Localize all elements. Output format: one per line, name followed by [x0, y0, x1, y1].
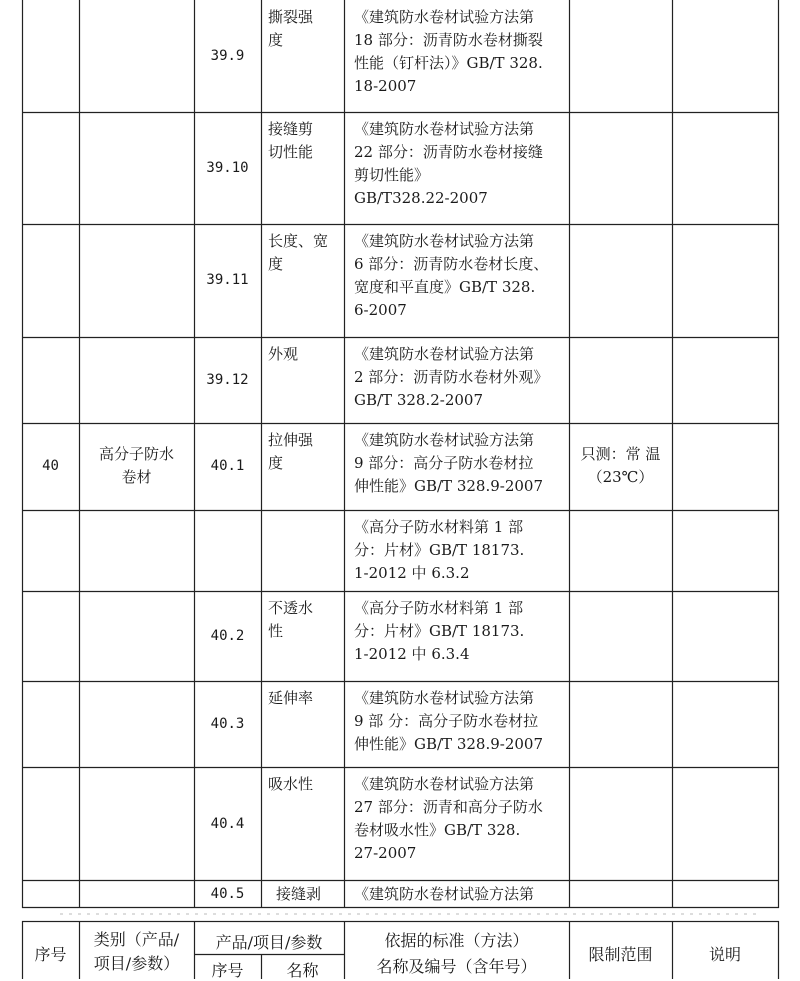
group-seq: 40 — [42, 458, 59, 474]
row-name: 接缝剥 — [276, 885, 322, 903]
header-sub-name: 名称 — [286, 961, 319, 980]
row-standard: 《建筑防水卷材试验方法第 18 部分：沥青防水卷材撕裂 性能（钉杆法）》GB/T 328. 18-2007 — [354, 8, 543, 95]
row-standard: 《建筑防水卷材试验方法第 9 部 分：高分子防水卷材拉 伸性能》GB/T 328.9-2007 — [354, 689, 544, 753]
row-number: 39.11 — [206, 272, 249, 288]
row-name: 接缝剪 切性能 — [268, 120, 314, 161]
row-standard: 《高分子防水材料第 1 部 分：片材》GB/T 18173. 1-2012 中 6.3.2 — [354, 518, 525, 582]
row-number: 39.9 — [210, 48, 245, 64]
row-number: 39.12 — [206, 372, 249, 388]
row-standard: 《建筑防水卷材试验方法第 6 部分：沥青防水卷材长度、 宽度和平直度》GB/T 328. 6-2007 — [354, 232, 549, 319]
row-name: 撕裂强 度 — [268, 8, 314, 49]
header-sub-no: 序号 — [211, 961, 244, 980]
row-name: 拉伸强 度 — [268, 431, 314, 472]
row-number: 39.10 — [206, 160, 249, 176]
header-product-group: 产品/项目/参数 — [215, 933, 323, 952]
row-name: 延伸率 — [268, 689, 314, 707]
row-number: 40.3 — [210, 716, 245, 732]
row-name: 长度、宽 度 — [268, 232, 329, 273]
header-category: 类别（产品/ 项目/参数） — [93, 930, 180, 973]
row-standard: 《建筑防水卷材试验方法第 22 部分：沥青防水卷材接缝 剪切性能》 GB/T328.22-2007 — [354, 120, 543, 207]
row-standard: 《建筑防水卷材试验方法第 2 部分：沥青防水卷材外观》 GB/T 328.2-2007 — [354, 345, 549, 409]
header-standard: 依据的标准（方法） 名称及编号（含年号） — [376, 931, 537, 976]
row-standard: 《高分子防水材料第 1 部 分：片材》GB/T 18173. 1-2012 中 6.3.4 — [354, 599, 525, 663]
row-number: 40.5 — [210, 886, 245, 902]
row-number: 40.2 — [210, 628, 245, 644]
row-standard: 《建筑防水卷材试验方法第 27 部分：沥青和高分子防水 卷材吸水性》GB/T 328. 27-2007 — [354, 775, 543, 862]
row-name: 吸水性 — [268, 775, 314, 793]
row-name: 不透水 性 — [268, 599, 314, 640]
row-standard: 《建筑防水卷材试验方法第 9 部分：高分子防水卷材拉 伸性能》GB/T 328.9-2007 — [354, 431, 544, 495]
header-limit: 限制范围 — [588, 945, 653, 964]
header-note: 说明 — [708, 945, 741, 964]
header-seq: 序号 — [34, 945, 67, 964]
row-standard: 《建筑防水卷材试验方法第 — [354, 885, 535, 903]
row-limit: 只测：常 温 （23℃） — [580, 445, 661, 486]
row-number: 40.1 — [210, 458, 245, 474]
group-category: 高分子防水 卷材 — [98, 445, 174, 486]
row-name: 外观 — [268, 345, 299, 363]
row-number: 40.4 — [210, 816, 245, 832]
